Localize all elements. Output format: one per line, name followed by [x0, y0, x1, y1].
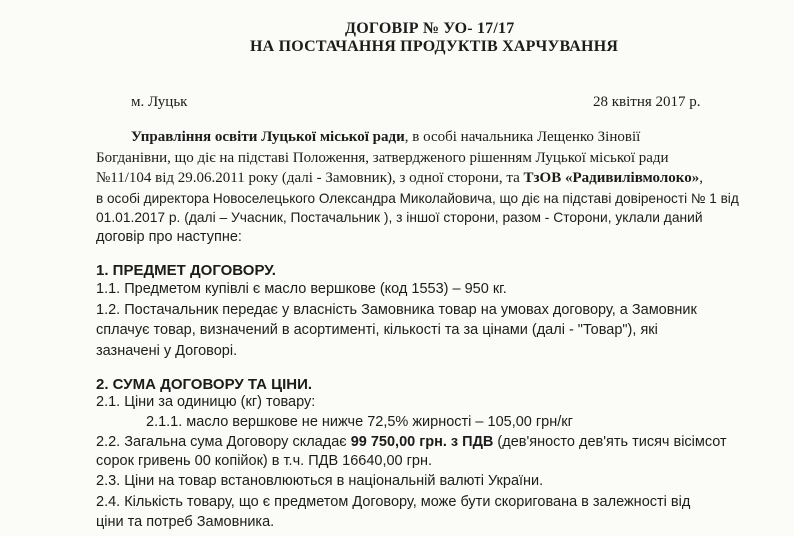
preamble-line-1: Управління освіти Луцької міської ради, в особі начальника Лещенко Зіновії [131, 129, 641, 145]
party2-name: ТзОВ «Радивилівмолоко» [523, 170, 700, 186]
clause-2-1: 2.1. Ціни за одиницю (кг) товару: [96, 394, 316, 410]
preamble-line-5: 01.01.2017 р. (далі – Учасник, Постачальник ), з іншої сторони, разом - Сторони, уклали даний [96, 210, 703, 225]
section-2-heading: 2. СУМА ДОГОВОРУ ТА ЦІНИ. [96, 376, 313, 393]
clause-1-2-line-1: 1.2. Постачальник передає у власність Замовника товар на умовах договору, а Замовник [96, 302, 697, 318]
clause-2-2-line-2: сорок гривень 00 копійок) в т.ч. ПДВ 16640,00 грн. [96, 453, 433, 469]
section-1-heading: 1. ПРЕДМЕТ ДОГОВОРУ. [96, 262, 276, 279]
clause-1-2-line-3: зазначені у Договорі. [96, 343, 238, 359]
title-line-1: ДОГОВІР № УО- 17/17 [345, 20, 515, 37]
clause-2-4-line-2: ціни та потреб Замовника. [96, 514, 275, 530]
city: м. Луцьк [131, 94, 188, 110]
preamble-line-6: договір про наступне: [96, 229, 242, 245]
clause-1-1: 1.1. Предметом купівлі є масло вершкове (код 1553) – 950 кг. [96, 281, 507, 297]
contract-amount: 99 750,00 грн. з ПДВ [350, 434, 494, 450]
preamble-line-4: в особі директора Новоселецького Олександра Миколайовича, що діє на підставі довіреності № 1 від [96, 191, 739, 206]
preamble-line-3: №11/104 від 29.06.2011 року (далі - Замовник), з одної сторони, та ТзОВ «Радивилівмолоко», [96, 170, 703, 186]
clause-2-1-1: 2.1.1. масло вершкове не нижче 72,5% жирності – 105,00 грн/кг [146, 414, 573, 430]
clause-2-2-line-1: 2.2. Загальна сума Договору складає 99 750,00 грн. з ПДВ (дев'яносто дев'ять тисяч вісімсот [96, 434, 727, 450]
clause-1-2-line-2: сплачує товар, визначений в асортименті, кількості та за цінами (далі - "Товар"), які [96, 322, 658, 338]
title-line-2: НА ПОСТАЧАННЯ ПРОДУКТІВ ХАРЧУВАННЯ [250, 38, 619, 55]
preamble-line-2: Богданівни, що діє на підставі Положення, затвердженого рішенням Луцької міської ради [96, 150, 669, 166]
clause-2-4-line-1: 2.4. Кількість товару, що є предметом Договору, може бути скоригована в залежності від [96, 494, 691, 510]
clause-2-3: 2.3. Ціни на товар встановлюються в національній валюті України. [96, 473, 544, 489]
contract-date: 28 квітня 2017 р. [593, 94, 701, 110]
party1-name: Управління освіти Луцької міської ради [131, 129, 405, 145]
